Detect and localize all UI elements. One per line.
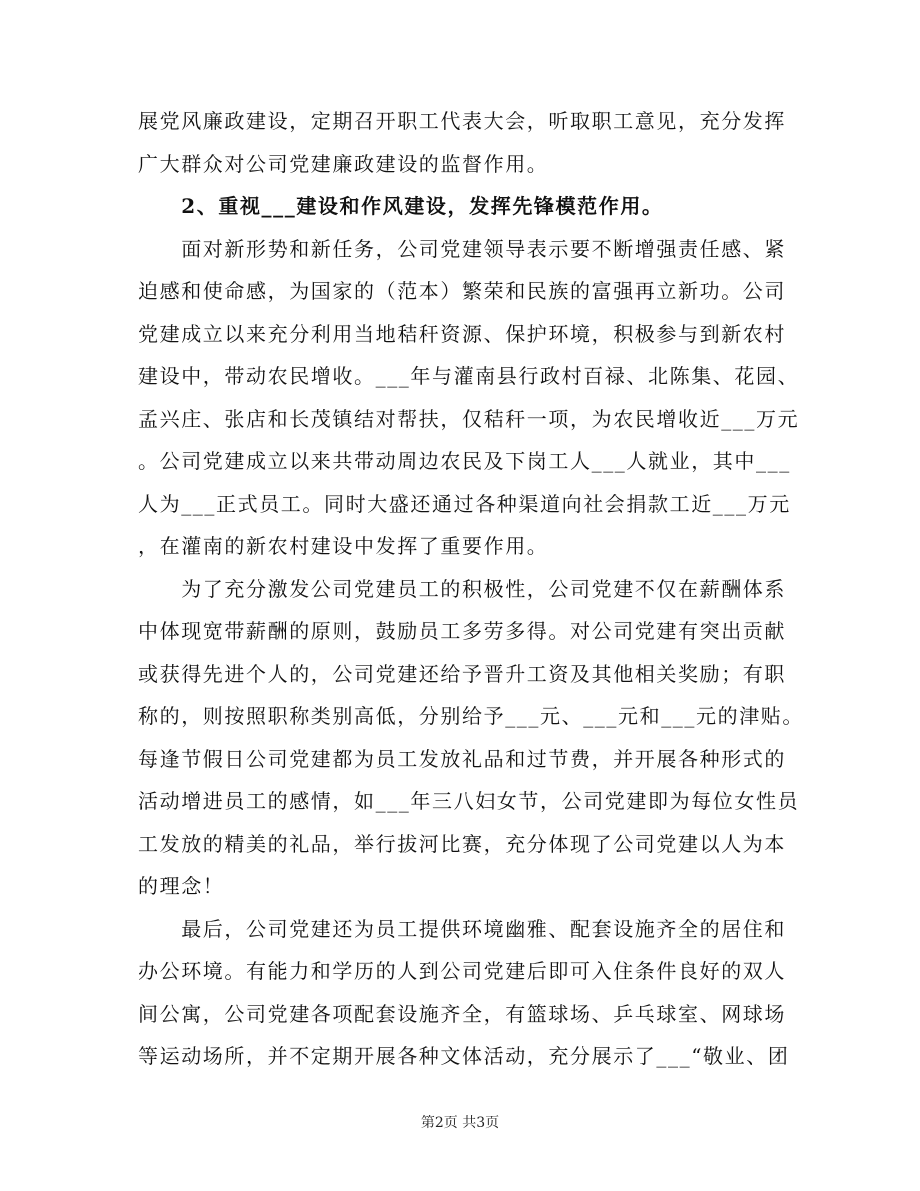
- text-line: 孟兴庄、张店和长茂镇结对帮扶，仅秸秆一项，为农民增收近___万元: [138, 406, 800, 431]
- text-line: 广大群众对公司党建廉政建设的监督作用。: [138, 151, 549, 176]
- text-line: 最后，公司党建还为员工提供环境幽雅、配套设施齐全的居住和: [138, 916, 786, 941]
- text-line: 等运动场所，并不定期开展各种文体活动，充分展示了___“敬业、团: [138, 1044, 790, 1068]
- text-line: 办公环境。有能力和学历的人到公司党建后即可入住条件良好的双人: [138, 959, 786, 983]
- text-line: 或获得先进个人的，公司党建还给予晋升工资及其他相关奖励；有职: [138, 661, 786, 686]
- text-line: 的理念！: [138, 874, 225, 898]
- section-heading: 2、重视___建设和作风建设，发挥先锋模范作用。: [138, 194, 664, 218]
- text-line: 为了充分激发公司党建员工的积极性，公司党建不仅在薪酬体系: [138, 576, 786, 601]
- text-line: 活动增进员工的感情，如___年三八妇女节，公司党建即为每位女性员: [138, 789, 800, 813]
- text-line: 每逢节假日公司党建都为员工发放礼品和过节费，并开展各种形式的: [138, 746, 786, 771]
- text-line: 迫感和使命感，为国家的（范本）繁荣和民族的富强再立新功。公司: [138, 279, 786, 303]
- text-line: 中体现宽带薪酬的原则，鼓励员工多劳多得。对公司党建有突出贡献: [138, 619, 786, 643]
- page-number: 第2页 共3页: [420, 1115, 500, 1131]
- text-line: 建设中，带动农民增收。___年与灌南县行政村百禄、北陈集、花园、: [138, 364, 800, 388]
- text-line: 工发放的精美的礼品，举行拔河比赛，充分体现了公司党建以人为本: [138, 831, 786, 856]
- text-line: 面对新形势和新任务，公司党建领导表示要不断增强责任感、紧: [138, 236, 786, 261]
- text-line: 间公寓，公司党建各项配套设施齐全，有篮球场、乒乓球室、网球场: [138, 1001, 786, 1026]
- text-line: 。公司党建成立以来共带动周边农民及下岗工人___人就业，其中___: [138, 449, 791, 473]
- text-line: 展党风廉政建设，定期召开职工代表大会，听取职工意见，充分发挥: [138, 109, 786, 133]
- text-line: ，在灌南的新农村建设中发挥了重要作用。: [138, 534, 549, 558]
- document-body: [138, 100, 804, 1078]
- text-line: 人为___正式员工。同时大盛还通过各种渠道向社会捐款工近___万元: [138, 491, 791, 516]
- text-line: 党建成立以来充分利用当地秸秆资源、保护环境，积极参与到新农村: [138, 321, 786, 346]
- text-line: 称的，则按照职称类别高低，分别给予___元、___元和___元的津贴。: [138, 704, 804, 728]
